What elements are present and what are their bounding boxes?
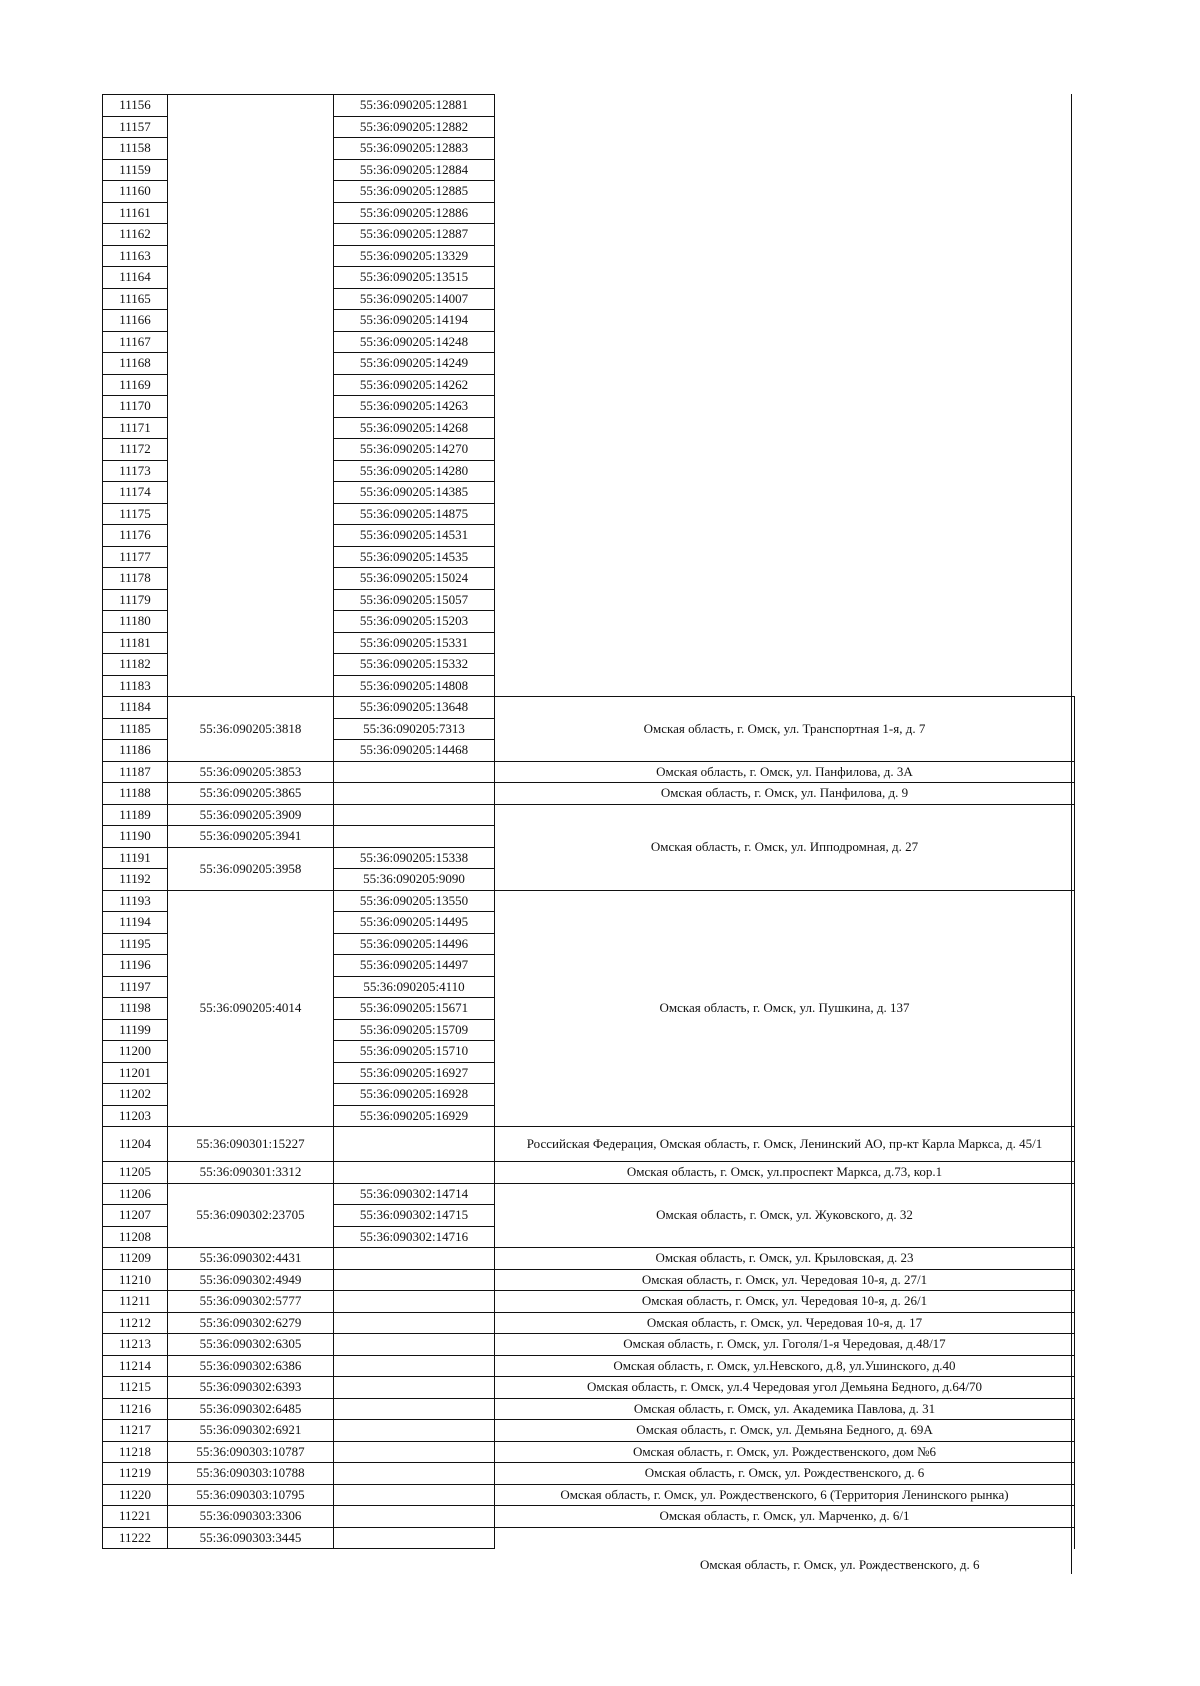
row-number-cell: 11195: [103, 933, 168, 955]
row-number-cell: 11215: [103, 1377, 168, 1399]
sub-parcel-cell: 55:36:090205:15203: [334, 611, 495, 633]
cadastral-number-cell: [168, 95, 334, 697]
sub-parcel-cell: 55:36:090205:13329: [334, 245, 495, 267]
address-cell: Российская Федерация, Омская область, г. Омск, Ленинский АО, пр-кт Карла Маркса, д. 45/1: [495, 1127, 1075, 1162]
address-cell: Омская область, г. Омск, ул. Пушкина, д. 137: [495, 890, 1075, 1127]
address-cell: Омская область, г. Омск, ул. Чередовая 10-я, д. 17: [495, 1312, 1075, 1334]
address-cell: Омская область, г. Омск, ул. Академика Павлова, д. 31: [495, 1398, 1075, 1420]
row-number-cell: 11165: [103, 288, 168, 310]
sub-parcel-cell: 55:36:090205:14495: [334, 912, 495, 934]
row-number-cell: 11218: [103, 1441, 168, 1463]
cadastral-number-cell: 55:36:090302:6393: [168, 1377, 334, 1399]
sub-parcel-cell: 55:36:090205:15338: [334, 847, 495, 869]
sub-parcel-cell: 55:36:090205:7313: [334, 718, 495, 740]
table-row: [103, 1398, 1075, 1420]
sub-parcel-cell: 55:36:090205:15332: [334, 654, 495, 676]
sub-parcel-cell: [334, 1269, 495, 1291]
sub-parcel-cell: 55:36:090205:13648: [334, 697, 495, 719]
row-number-cell: 11175: [103, 503, 168, 525]
table-row: [103, 1312, 1075, 1334]
row-number-cell: 11209: [103, 1248, 168, 1270]
address-cell: Омская область, г. Омск, ул.4 Чередовая угол Демьяна Бедного, д.64/70: [495, 1377, 1075, 1399]
address-cell: Омская область, г. Омск, ул. Рождественского, дом №6: [495, 1441, 1075, 1463]
sub-parcel-cell: 55:36:090205:16929: [334, 1105, 495, 1127]
row-number-cell: 11220: [103, 1484, 168, 1506]
sub-parcel-cell: 55:36:090205:14248: [334, 331, 495, 353]
row-number-cell: 11159: [103, 159, 168, 181]
cadastral-number-cell: 55:36:090205:3865: [168, 783, 334, 805]
cadastral-number-cell: 55:36:090302:4949: [168, 1269, 334, 1291]
row-number-cell: 11191: [103, 847, 168, 869]
sub-parcel-cell: 55:36:090205:15709: [334, 1019, 495, 1041]
table-row: [103, 1334, 1075, 1356]
table-row: [103, 783, 1075, 805]
cadastral-number-cell: 55:36:090303:3306: [168, 1506, 334, 1528]
sub-parcel-cell: 55:36:090205:12886: [334, 202, 495, 224]
row-number-cell: 11202: [103, 1084, 168, 1106]
row-number-cell: 11199: [103, 1019, 168, 1041]
land-plot-table: [102, 94, 1075, 1549]
address-cell: Омская область, г. Омск, ул. Панфилова, д. 9: [495, 783, 1075, 805]
row-number-cell: 11217: [103, 1420, 168, 1442]
table-row: [103, 1355, 1075, 1377]
row-number-cell: 11163: [103, 245, 168, 267]
address-cell: Омская область, г. Омск, ул. Гоголя/1-я Чередовая, д.48/17: [495, 1334, 1075, 1356]
sub-parcel-cell: [334, 826, 495, 848]
sub-parcel-cell: 55:36:090205:15710: [334, 1041, 495, 1063]
sub-parcel-cell: [334, 1463, 495, 1485]
address-cell: [495, 1527, 1075, 1549]
sub-parcel-cell: 55:36:090302:14715: [334, 1205, 495, 1227]
address-cell: Омская область, г. Омск, ул. Марченко, д. 6/1: [495, 1506, 1075, 1528]
table-row: [103, 1441, 1075, 1463]
sub-parcel-cell: 55:36:090205:15331: [334, 632, 495, 654]
table-row: [103, 1291, 1075, 1313]
row-number-cell: 11204: [103, 1127, 168, 1162]
sub-parcel-cell: [334, 804, 495, 826]
row-number-cell: 11222: [103, 1527, 168, 1549]
sub-parcel-cell: [334, 1291, 495, 1313]
row-number-cell: 11212: [103, 1312, 168, 1334]
sub-parcel-cell: [334, 1312, 495, 1334]
row-number-cell: 11192: [103, 869, 168, 891]
address-cell: Омская область, г. Омск, ул. Транспортная 1-я, д. 7: [495, 697, 1075, 762]
row-number-cell: 11197: [103, 976, 168, 998]
sub-parcel-cell: 55:36:090205:13515: [334, 267, 495, 289]
cadastral-number-cell: 55:36:090303:10787: [168, 1441, 334, 1463]
row-number-cell: 11169: [103, 374, 168, 396]
row-number-cell: 11158: [103, 138, 168, 160]
row-number-cell: 11190: [103, 826, 168, 848]
address-cell: Омская область, г. Омск, ул. Панфилова, д. 3А: [495, 761, 1075, 783]
sub-parcel-cell: 55:36:090205:14531: [334, 525, 495, 547]
address-cell: Омская область, г. Омск, ул. Чередовая 10-я, д. 27/1: [495, 1269, 1075, 1291]
sub-parcel-cell: 55:36:090205:14808: [334, 675, 495, 697]
table-row: [103, 1420, 1075, 1442]
row-number-cell: 11196: [103, 955, 168, 977]
truncated-address-text: Омская область, г. Омск, ул. Рождественского, д. 6: [700, 1557, 980, 1572]
table-row: [103, 761, 1075, 783]
address-cell: Омская область, г. Омск, ул. Демьяна Бедного, д. 69А: [495, 1420, 1075, 1442]
sub-parcel-cell: 55:36:090205:15057: [334, 589, 495, 611]
sub-parcel-cell: 55:36:090205:4110: [334, 976, 495, 998]
sub-parcel-cell: [334, 783, 495, 805]
row-number-cell: 11187: [103, 761, 168, 783]
address-cell: Омская область, г. Омск, ул.Невского, д.8, ул.Ушинского, д.40: [495, 1355, 1075, 1377]
row-number-cell: 11173: [103, 460, 168, 482]
row-number-cell: 11164: [103, 267, 168, 289]
table-row: [103, 1527, 1075, 1549]
table-row: [103, 697, 1075, 719]
table-row: [103, 1506, 1075, 1528]
table-row: [103, 95, 1075, 117]
sub-parcel-cell: 55:36:090205:14194: [334, 310, 495, 332]
row-number-cell: 11210: [103, 1269, 168, 1291]
cadastral-number-cell: 55:36:090301:3312: [168, 1162, 334, 1184]
cadastral-number-cell: 55:36:090302:6279: [168, 1312, 334, 1334]
sub-parcel-cell: 55:36:090205:14468: [334, 740, 495, 762]
row-number-cell: 11177: [103, 546, 168, 568]
cadastral-number-cell: 55:36:090205:3941: [168, 826, 334, 848]
cadastral-number-cell: 55:36:090302:4431: [168, 1248, 334, 1270]
cadastral-number-cell: 55:36:090205:3909: [168, 804, 334, 826]
cadastral-number-cell: 55:36:090302:23705: [168, 1183, 334, 1248]
row-number-cell: 11166: [103, 310, 168, 332]
row-number-cell: 11176: [103, 525, 168, 547]
table-body: [103, 95, 1075, 1549]
table-row: [103, 1463, 1075, 1485]
row-number-cell: 11167: [103, 331, 168, 353]
cadastral-number-cell: 55:36:090302:6386: [168, 1355, 334, 1377]
row-number-cell: 11172: [103, 439, 168, 461]
sub-parcel-cell: [334, 1377, 495, 1399]
row-number-cell: 11200: [103, 1041, 168, 1063]
row-number-cell: 11182: [103, 654, 168, 676]
sub-parcel-cell: [334, 1248, 495, 1270]
table-row: [103, 804, 1075, 826]
sub-parcel-cell: [334, 1355, 495, 1377]
cadastral-number-cell: 55:36:090302:5777: [168, 1291, 334, 1313]
address-cell: Омская область, г. Омск, ул.проспект Маркса, д.73, кор.1: [495, 1162, 1075, 1184]
row-number-cell: 11207: [103, 1205, 168, 1227]
row-number-cell: 11188: [103, 783, 168, 805]
cadastral-number-cell: 55:36:090302:6305: [168, 1334, 334, 1356]
sub-parcel-cell: [334, 1484, 495, 1506]
address-cell: [495, 95, 1075, 697]
row-number-cell: 11206: [103, 1183, 168, 1205]
sub-parcel-cell: 55:36:090205:15024: [334, 568, 495, 590]
row-number-cell: 11216: [103, 1398, 168, 1420]
row-number-cell: 11168: [103, 353, 168, 375]
row-number-cell: 11211: [103, 1291, 168, 1313]
cadastral-number-cell: 55:36:090205:4014: [168, 890, 334, 1127]
sub-parcel-cell: [334, 1127, 495, 1162]
table-row: [103, 1248, 1075, 1270]
row-number-cell: 11178: [103, 568, 168, 590]
table-row: [103, 1183, 1075, 1205]
sub-parcel-cell: 55:36:090205:12884: [334, 159, 495, 181]
row-number-cell: 11157: [103, 116, 168, 138]
row-number-cell: 11171: [103, 417, 168, 439]
row-number-cell: 11170: [103, 396, 168, 418]
sub-parcel-cell: [334, 1398, 495, 1420]
address-cell: Омская область, г. Омск, ул. Рождественского, д. 6: [495, 1463, 1075, 1485]
row-number-cell: 11185: [103, 718, 168, 740]
address-cell: Омская область, г. Омск, ул. Чередовая 10-я, д. 26/1: [495, 1291, 1075, 1313]
row-number-cell: 11181: [103, 632, 168, 654]
row-number-cell: 11189: [103, 804, 168, 826]
sub-parcel-cell: 55:36:090302:14716: [334, 1226, 495, 1248]
table-row: [103, 1162, 1075, 1184]
sub-parcel-cell: [334, 1334, 495, 1356]
sub-parcel-cell: 55:36:090205:14280: [334, 460, 495, 482]
row-number-cell: 11161: [103, 202, 168, 224]
table-row: [103, 890, 1075, 912]
address-cell: Омская область, г. Омск, ул. Рождественского, 6 (Территория Ленинского рынка): [495, 1484, 1075, 1506]
sub-parcel-cell: 55:36:090205:14385: [334, 482, 495, 504]
row-number-cell: 11156: [103, 95, 168, 117]
cadastral-number-cell: 55:36:090301:15227: [168, 1127, 334, 1162]
cadastral-number-cell: 55:36:090303:3445: [168, 1527, 334, 1549]
sub-parcel-cell: 55:36:090205:16927: [334, 1062, 495, 1084]
sub-parcel-cell: 55:36:090205:12883: [334, 138, 495, 160]
sub-parcel-cell: 55:36:090205:16928: [334, 1084, 495, 1106]
cadastral-number-cell: 55:36:090302:6485: [168, 1398, 334, 1420]
cadastral-number-cell: 55:36:090303:10788: [168, 1463, 334, 1485]
row-number-cell: 11201: [103, 1062, 168, 1084]
row-number-cell: 11180: [103, 611, 168, 633]
row-number-cell: 11162: [103, 224, 168, 246]
sub-parcel-cell: [334, 1441, 495, 1463]
sub-parcel-cell: 55:36:090205:14249: [334, 353, 495, 375]
sub-parcel-cell: [334, 1527, 495, 1549]
table-row: [103, 1484, 1075, 1506]
row-number-cell: 11205: [103, 1162, 168, 1184]
sub-parcel-cell: 55:36:090205:14007: [334, 288, 495, 310]
row-number-cell: 11193: [103, 890, 168, 912]
row-number-cell: 11198: [103, 998, 168, 1020]
cadastral-number-cell: 55:36:090303:10795: [168, 1484, 334, 1506]
sub-parcel-cell: 55:36:090205:12881: [334, 95, 495, 117]
sub-parcel-cell: 55:36:090205:14262: [334, 374, 495, 396]
table-row: [103, 1377, 1075, 1399]
cadastral-number-cell: 55:36:090205:3853: [168, 761, 334, 783]
row-number-cell: 11219: [103, 1463, 168, 1485]
row-number-cell: 11221: [103, 1506, 168, 1528]
sub-parcel-cell: 55:36:090205:14535: [334, 546, 495, 568]
sub-parcel-cell: 55:36:090302:14714: [334, 1183, 495, 1205]
sub-parcel-cell: 55:36:090205:9090: [334, 869, 495, 891]
row-number-cell: 11174: [103, 482, 168, 504]
row-number-cell: 11214: [103, 1355, 168, 1377]
cadastral-number-cell: 55:36:090205:3818: [168, 697, 334, 762]
cadastral-number-cell: 55:36:090205:3958: [168, 847, 334, 890]
row-number-cell: 11208: [103, 1226, 168, 1248]
sub-parcel-cell: 55:36:090205:14263: [334, 396, 495, 418]
sub-parcel-cell: 55:36:090205:14496: [334, 933, 495, 955]
sub-parcel-cell: 55:36:090205:14497: [334, 955, 495, 977]
row-number-cell: 11203: [103, 1105, 168, 1127]
sub-parcel-cell: 55:36:090205:14270: [334, 439, 495, 461]
row-number-cell: 11186: [103, 740, 168, 762]
sub-parcel-cell: 55:36:090205:12887: [334, 224, 495, 246]
sub-parcel-cell: [334, 761, 495, 783]
cadastral-number-cell: 55:36:090302:6921: [168, 1420, 334, 1442]
row-number-cell: 11179: [103, 589, 168, 611]
sub-parcel-cell: 55:36:090205:14875: [334, 503, 495, 525]
row-number-cell: 11194: [103, 912, 168, 934]
sub-parcel-cell: 55:36:090205:13550: [334, 890, 495, 912]
sub-parcel-cell: 55:36:090205:14268: [334, 417, 495, 439]
sub-parcel-cell: 55:36:090205:12882: [334, 116, 495, 138]
sub-parcel-cell: [334, 1162, 495, 1184]
sub-parcel-cell: 55:36:090205:15671: [334, 998, 495, 1020]
address-cell: Омская область, г. Омск, ул. Крыловская, д. 23: [495, 1248, 1075, 1270]
address-cell: Омская область, г. Омск, ул. Ипподромная, д. 27: [495, 804, 1075, 890]
row-number-cell: 11183: [103, 675, 168, 697]
row-number-cell: 11213: [103, 1334, 168, 1356]
table-row: [103, 1269, 1075, 1291]
sub-parcel-cell: [334, 1506, 495, 1528]
row-number-cell: 11160: [103, 181, 168, 203]
sub-parcel-cell: 55:36:090205:12885: [334, 181, 495, 203]
sub-parcel-cell: [334, 1420, 495, 1442]
table-row: [103, 1127, 1075, 1162]
address-cell: Омская область, г. Омск, ул. Жуковского, д. 32: [495, 1183, 1075, 1248]
row-number-cell: 11184: [103, 697, 168, 719]
